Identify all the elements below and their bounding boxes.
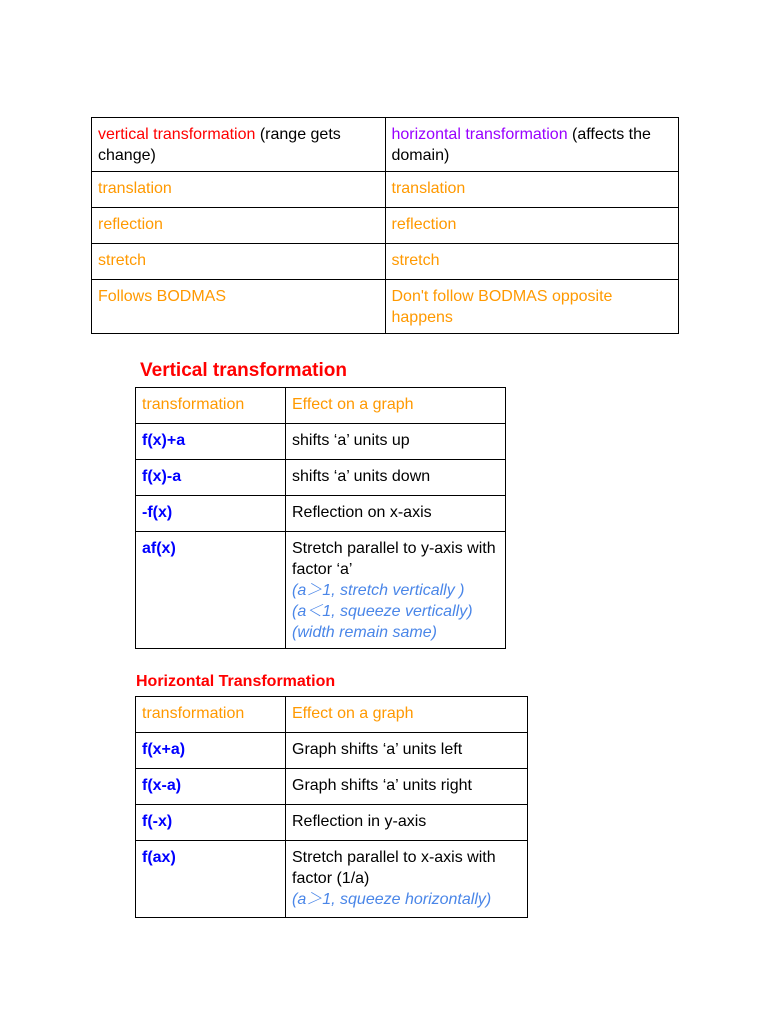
table-row xyxy=(136,460,506,496)
horizontal-transformation-table xyxy=(135,696,528,918)
table-cell: translation xyxy=(92,172,386,208)
table-cell: Don't follow BODMAS opposite happens xyxy=(385,280,679,334)
horizontal-section-title: Horizontal Transformation xyxy=(136,673,336,690)
table-header-row xyxy=(136,388,506,424)
expression-cell: f(x)-a xyxy=(136,460,286,496)
table-cell: reflection xyxy=(92,208,386,244)
expression-cell: f(-x) xyxy=(136,805,286,841)
effect-cell: Reflection in y-axis xyxy=(286,805,528,841)
table-cell: reflection xyxy=(385,208,679,244)
expression-cell: af(x) xyxy=(136,532,286,649)
effect-cell: Graph shifts ‘a’ units right xyxy=(286,769,528,805)
expression-cell: -f(x) xyxy=(136,496,286,532)
effect-note: (a＜1, squeeze vertically) xyxy=(292,603,473,620)
table-row xyxy=(92,208,679,244)
table-row xyxy=(92,244,679,280)
effect-note: (a＞1, stretch vertically ) xyxy=(292,582,465,599)
effect-cell xyxy=(286,532,506,649)
table-row xyxy=(136,424,506,460)
effect-cell: shifts ‘a’ units up xyxy=(286,424,506,460)
table-row xyxy=(92,118,679,172)
table-row xyxy=(92,280,679,334)
column-header: transformation xyxy=(136,697,286,733)
vertical-transformation-label: vertical transformation xyxy=(98,126,256,143)
expression-cell: f(ax) xyxy=(136,841,286,918)
column-header: Effect on a graph xyxy=(286,388,506,424)
expression-cell: f(x)+a xyxy=(136,424,286,460)
expression-cell: f(x+a) xyxy=(136,733,286,769)
vertical-transformation-table xyxy=(135,387,506,649)
table-row xyxy=(136,769,528,805)
table-row xyxy=(136,532,506,649)
table-row xyxy=(136,733,528,769)
header-vertical-cell xyxy=(92,118,386,172)
vertical-header-note: (range gets change) xyxy=(98,126,341,164)
table-row xyxy=(92,172,679,208)
horizontal-header-note: (affects the domain) xyxy=(391,126,651,164)
column-header: Effect on a graph xyxy=(286,697,528,733)
effect-cell: shifts ‘a’ units down xyxy=(286,460,506,496)
effect-note: (width remain same) xyxy=(292,624,437,641)
table-row xyxy=(136,841,528,918)
column-header: transformation xyxy=(136,388,286,424)
table-header-row xyxy=(136,697,528,733)
effect-cell xyxy=(286,841,528,918)
table-cell: stretch xyxy=(385,244,679,280)
effect-cell: Reflection on x-axis xyxy=(286,496,506,532)
horizontal-transformation-label: horizontal transformation xyxy=(391,126,568,143)
vertical-section-title: Vertical transformation xyxy=(140,360,347,381)
table-row xyxy=(136,496,506,532)
comparison-table xyxy=(91,117,679,334)
table-cell: Follows BODMAS xyxy=(92,280,386,334)
effect-text: Stretch parallel to x-axis with factor (1/a) xyxy=(292,849,496,887)
effect-cell: Graph shifts ‘a’ units left xyxy=(286,733,528,769)
header-horizontal-cell xyxy=(385,118,679,172)
expression-cell: f(x-a) xyxy=(136,769,286,805)
table-cell: stretch xyxy=(92,244,386,280)
table-cell: translation xyxy=(385,172,679,208)
effect-text: Stretch parallel to y-axis with factor ‘a’ xyxy=(292,540,496,578)
table-row xyxy=(136,805,528,841)
effect-note: (a＞1, squeeze horizontally) xyxy=(292,891,492,908)
